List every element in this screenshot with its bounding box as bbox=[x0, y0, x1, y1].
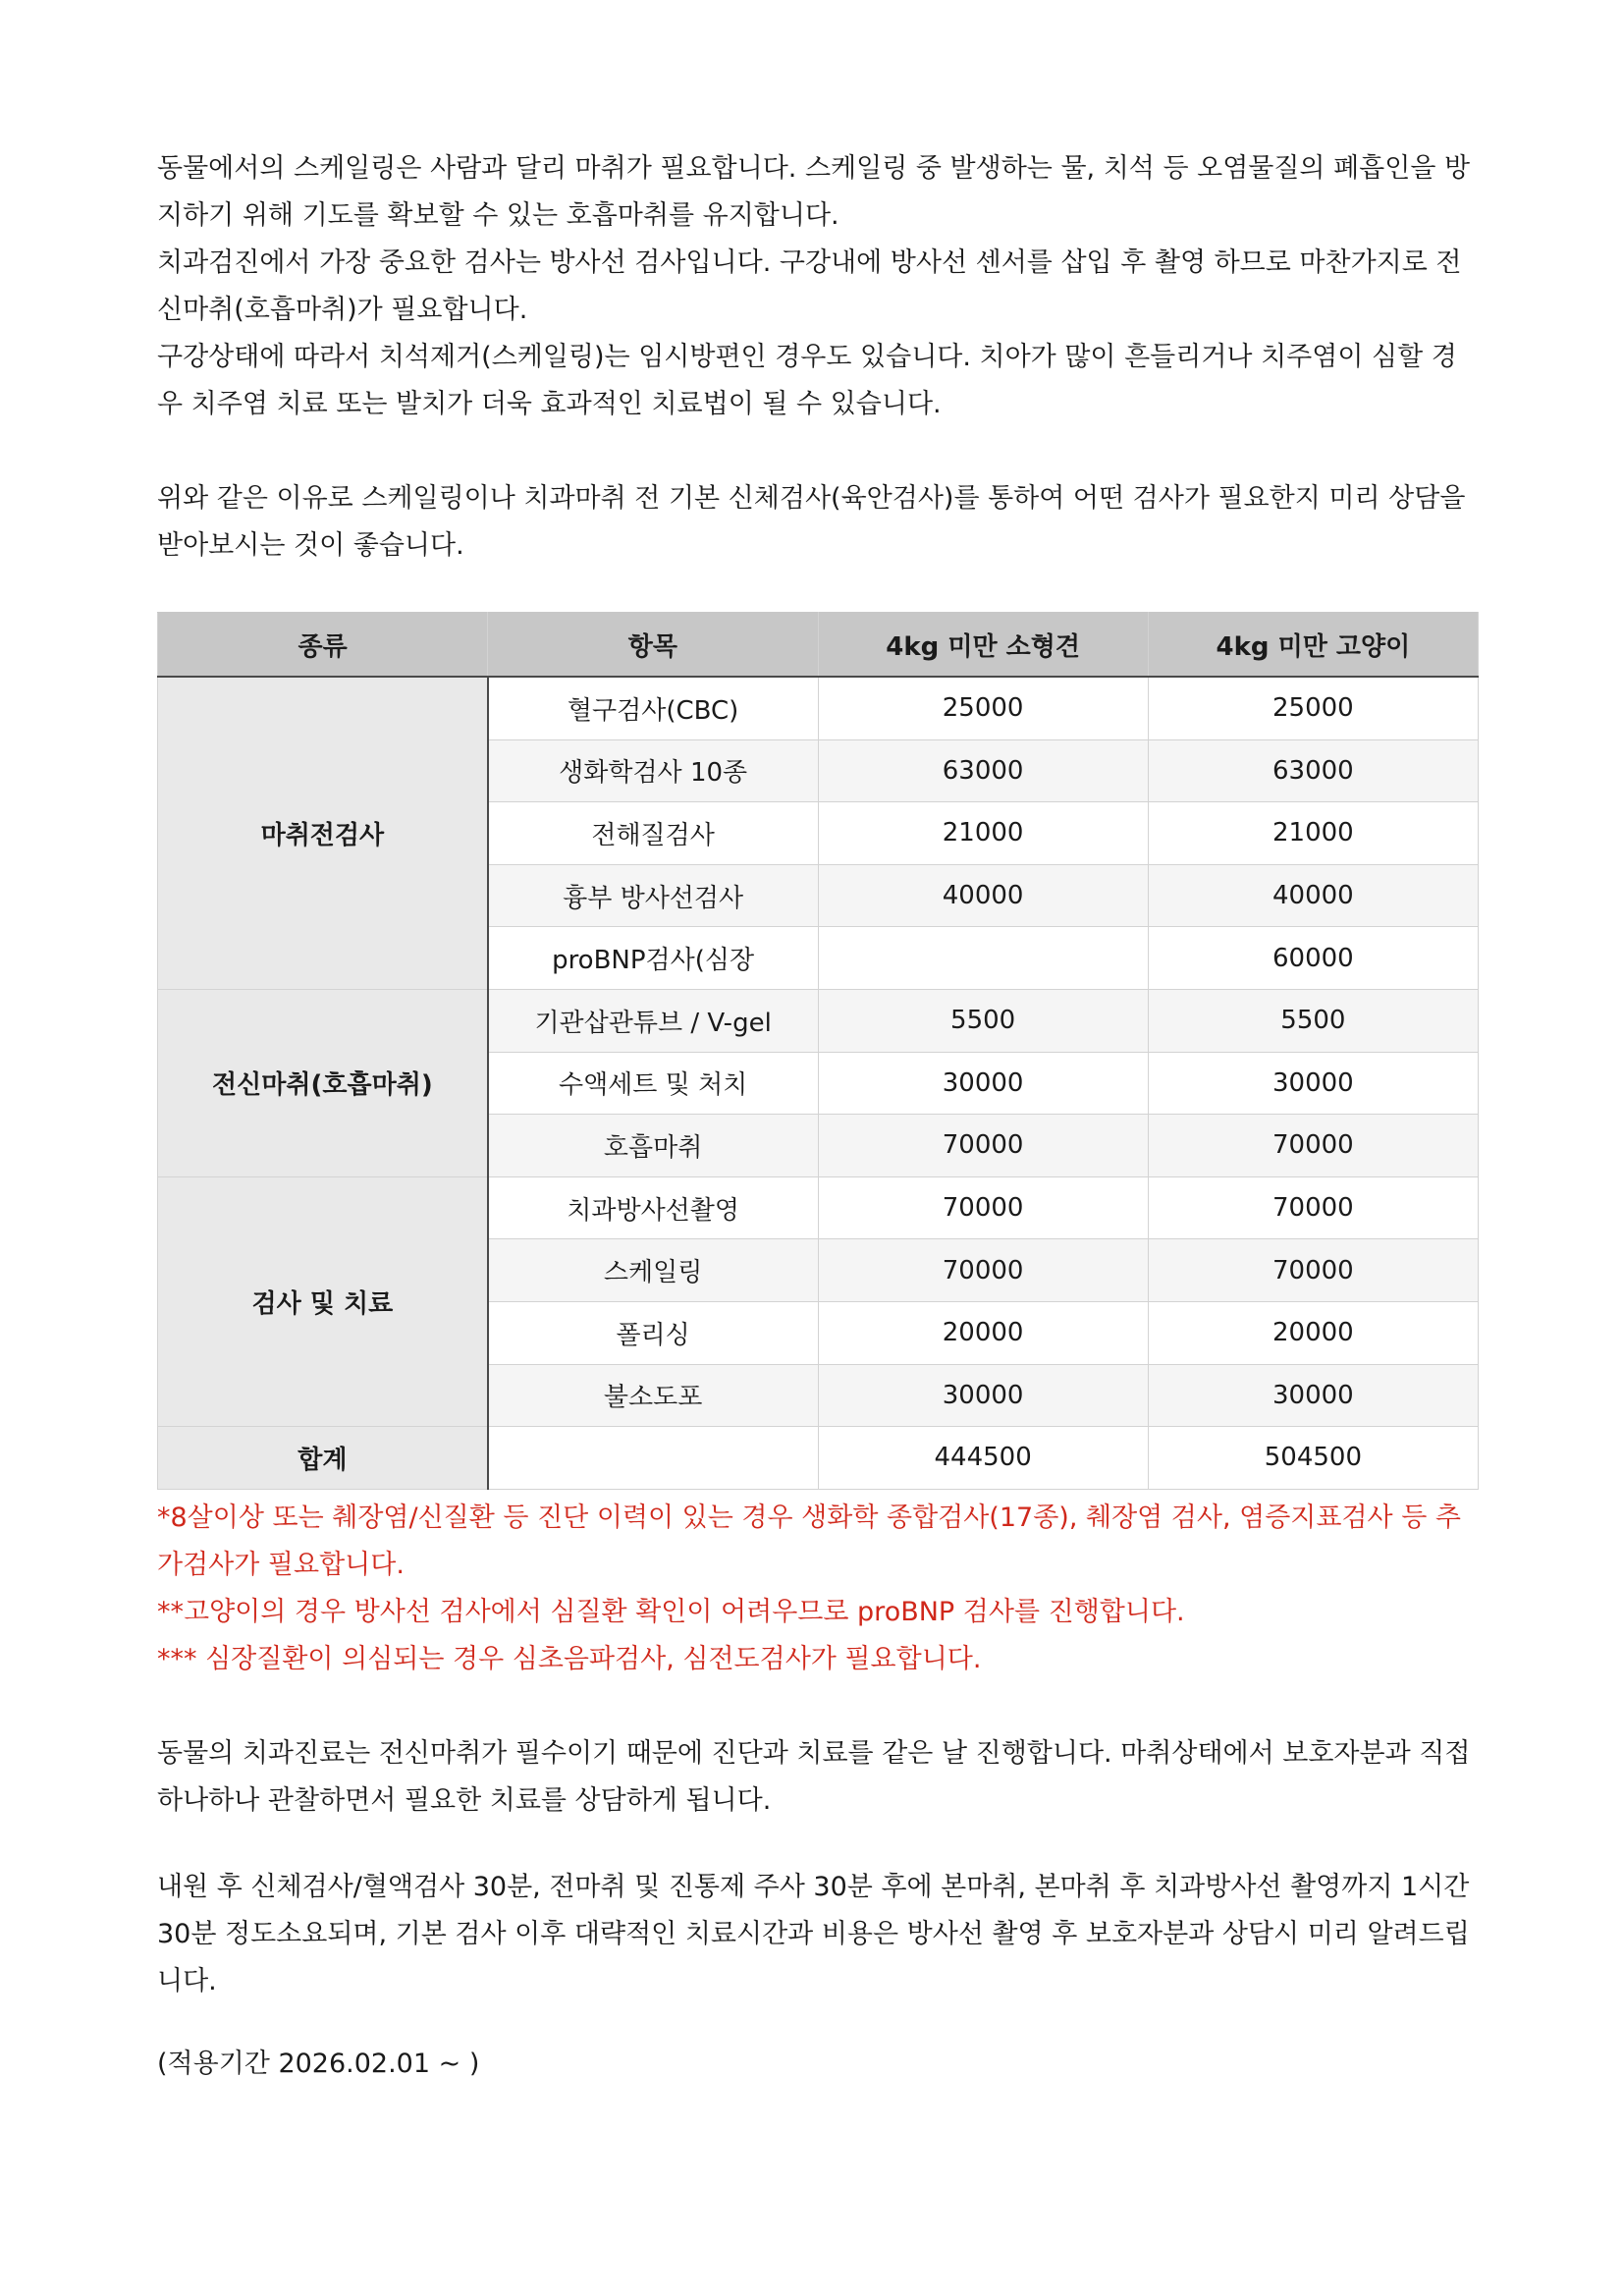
price-table bbox=[157, 612, 1479, 1490]
note-3: *** 심장질환이 의심되는 경우 심초음파검사, 심전도검사가 필요합니다. bbox=[157, 1644, 982, 1674]
cat-price-cell: 30000 bbox=[1148, 1052, 1478, 1115]
procedure-section bbox=[157, 1730, 1478, 1825]
cat-price-cell: 63000 bbox=[1148, 739, 1478, 802]
intro-paragraph-2: 치과검진에서 가장 중요한 검사는 방사선 검사입니다. 구강내에 방사선 센서를 삽입 후 촬영 하므로 마찬가지로 전신마취(호흡마취)가 필요합니다. bbox=[157, 247, 1462, 325]
dog-price-cell: 20000 bbox=[818, 1301, 1148, 1364]
table-row bbox=[158, 677, 1479, 739]
item-cell: 폴리싱 bbox=[488, 1301, 818, 1364]
intro-paragraph-1: 동물에서의 스케일링은 사람과 달리 마취가 필요합니다. 스케일링 중 발생하는 물, 치석 등 오염물질의 폐흡인을 방지하기 위해 기도를 확보할 수 있는 호흡마취를 유지합니다. bbox=[157, 153, 1471, 231]
item-cell: 수액세트 및 처치 bbox=[488, 1052, 818, 1115]
note-1: *8살이상 또는 췌장염/신질환 등 진단 이력이 있는 경우 생화학 종합검사(17종), 췌장염 검사, 염증지표검사 등 추가검사가 필요합니다. bbox=[157, 1503, 1461, 1580]
table-row bbox=[158, 1176, 1479, 1239]
intro-paragraph-3: 구강상태에 따라서 치석제거(스케일링)는 임시방편인 경우도 있습니다. 치아가 많이 흔들리거나 치주염이 심할 경우 치주염 치료 또는 발치가 더욱 효과적인 치료법이 될 수 있습니다. bbox=[157, 342, 1457, 419]
note-2: **고양이의 경우 방사선 검사에서 심질환 확인이 어려우므로 proBNP 검사를 진행합니다. bbox=[157, 1597, 1185, 1627]
dog-price-cell bbox=[818, 927, 1148, 990]
cat-price-cell: 40000 bbox=[1148, 864, 1478, 927]
schedule-section bbox=[157, 1864, 1478, 2005]
header-item: 항목 bbox=[488, 613, 818, 678]
schedule-paragraph: 내원 후 신체검사/혈액검사 30분, 전마취 및 진통제 주사 30분 후에 본마취, 본마취 후 치과방사선 촬영까지 1시간 30분 정도소요되며, 기본 검사 이후 대략적인 치료시간과 비용은 방사선 촬영 후 보호자분과 상담시 미리 알려드립니다. bbox=[157, 1872, 1470, 1996]
total-label: 합계 bbox=[158, 1427, 488, 1490]
dog-price-cell: 70000 bbox=[818, 1115, 1148, 1177]
table-header-row bbox=[158, 613, 1479, 678]
dog-price-cell: 5500 bbox=[818, 989, 1148, 1052]
table-row bbox=[158, 989, 1479, 1052]
cat-price-cell: 60000 bbox=[1148, 927, 1478, 990]
dog-price-cell: 70000 bbox=[818, 1239, 1148, 1302]
procedure-paragraph: 동물의 치과진료는 전신마취가 필수이기 때문에 진단과 치료를 같은 날 진행합니다. 마취상태에서 보호자분과 직접 하나하나 관찰하면서 필요한 치료를 상담하게 됩니다. bbox=[157, 1738, 1471, 1816]
group-label: 전신마취(호흡마취) bbox=[158, 989, 488, 1176]
cat-price-cell: 25000 bbox=[1148, 677, 1478, 739]
header-cat: 4kg 미만 고양이 bbox=[1148, 613, 1478, 678]
cat-price-cell: 21000 bbox=[1148, 802, 1478, 865]
cat-price-cell: 30000 bbox=[1148, 1364, 1478, 1427]
total-cat-cell: 504500 bbox=[1148, 1427, 1478, 1490]
group-label: 마취전검사 bbox=[158, 677, 488, 989]
item-cell: 흉부 방사선검사 bbox=[488, 864, 818, 927]
header-small-dog: 4kg 미만 소형견 bbox=[818, 613, 1148, 678]
item-cell: 불소도포 bbox=[488, 1364, 818, 1427]
period-text: (적용기간 2026.02.01 ~ ) bbox=[157, 2049, 480, 2079]
notes-section bbox=[157, 1495, 1478, 1683]
cat-price-cell: 70000 bbox=[1148, 1176, 1478, 1239]
period-section bbox=[157, 2041, 1478, 2088]
cat-price-cell: 20000 bbox=[1148, 1301, 1478, 1364]
advice-section bbox=[157, 475, 1478, 570]
item-cell: 치과방사선촬영 bbox=[488, 1176, 818, 1239]
cat-price-cell: 70000 bbox=[1148, 1239, 1478, 1302]
item-cell: 스케일링 bbox=[488, 1239, 818, 1302]
item-cell: 호흡마취 bbox=[488, 1115, 818, 1177]
advice-paragraph: 위와 같은 이유로 스케일링이나 치과마취 전 기본 신체검사(육안검사)를 통하여 어떤 검사가 필요한지 미리 상담을 받아보시는 것이 좋습니다. bbox=[157, 483, 1466, 561]
cat-price-cell: 5500 bbox=[1148, 989, 1478, 1052]
item-cell: 생화학검사 10종 bbox=[488, 739, 818, 802]
item-cell: 전해질검사 bbox=[488, 802, 818, 865]
dog-price-cell: 70000 bbox=[818, 1176, 1148, 1239]
item-cell: 기관삽관튜브 / V-gel bbox=[488, 989, 818, 1052]
intro-section bbox=[157, 145, 1478, 428]
total-row bbox=[158, 1427, 1479, 1490]
group-label: 검사 및 치료 bbox=[158, 1176, 488, 1426]
cat-price-cell: 70000 bbox=[1148, 1115, 1478, 1177]
dog-price-cell: 63000 bbox=[818, 739, 1148, 802]
item-cell: 혈구검사(CBC) bbox=[488, 677, 818, 739]
dog-price-cell: 25000 bbox=[818, 677, 1148, 739]
header-category: 종류 bbox=[158, 613, 488, 678]
total-item-cell bbox=[488, 1427, 818, 1490]
item-cell: proBNP검사(심장 bbox=[488, 927, 818, 990]
dog-price-cell: 40000 bbox=[818, 864, 1148, 927]
dog-price-cell: 30000 bbox=[818, 1052, 1148, 1115]
dog-price-cell: 30000 bbox=[818, 1364, 1148, 1427]
dog-price-cell: 21000 bbox=[818, 802, 1148, 865]
total-dog-cell: 444500 bbox=[818, 1427, 1148, 1490]
